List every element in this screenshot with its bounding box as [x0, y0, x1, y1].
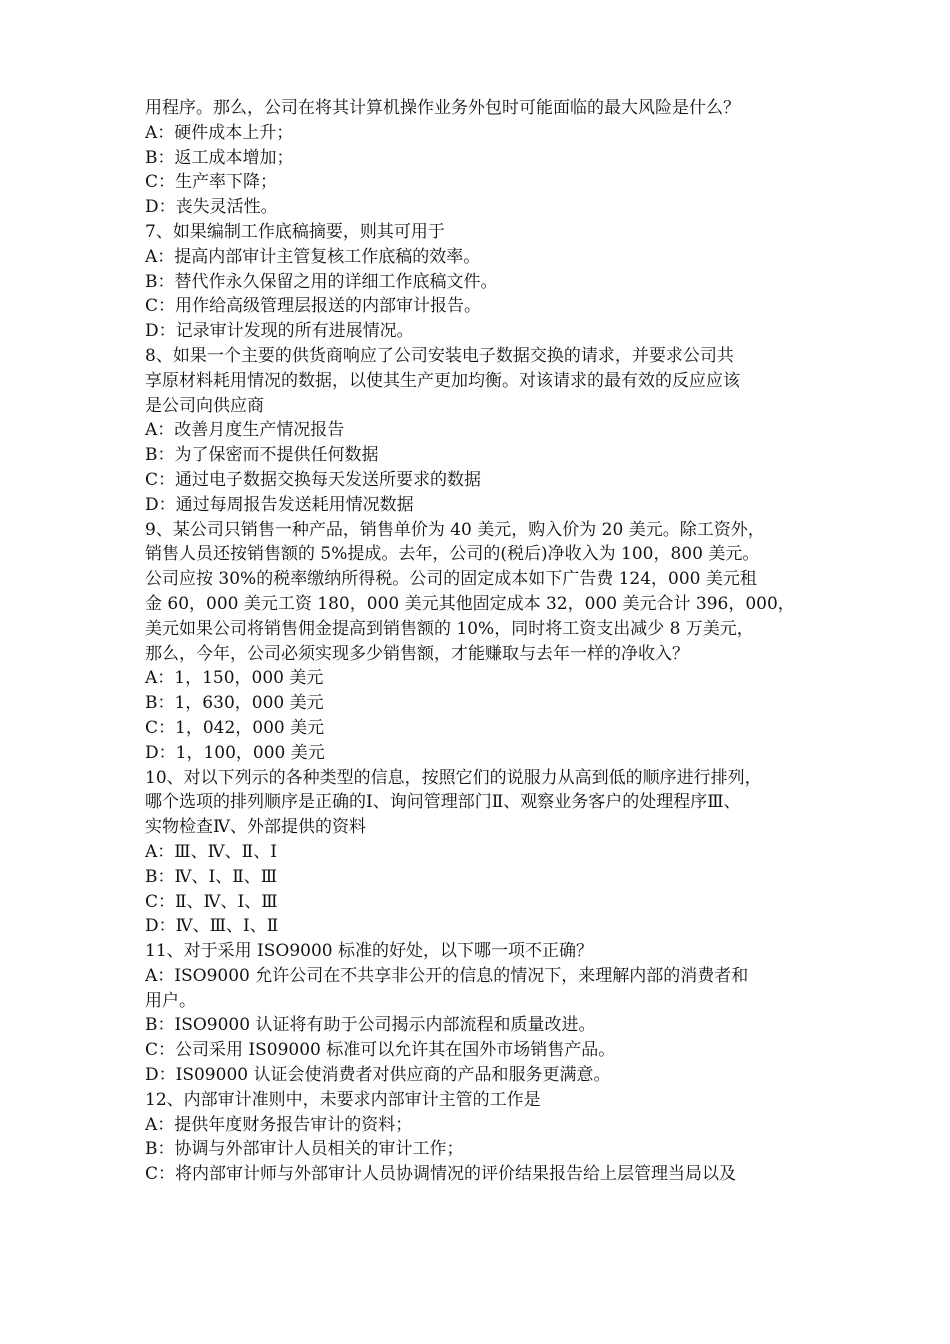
question-line: 那么，今年，公司必须实现多少销售额，才能赚取与去年一样的净收入？ — [145, 643, 689, 664]
option-line: B：1，630，000 美元 — [145, 693, 324, 714]
option-line: D：IS09000 认证会使消费者对供应商的产品和服务更满意。 — [145, 1065, 611, 1086]
question-line: 销售人员还按销售额的 5%提成。去年，公司的(税后)净收入为 100，800 美元。 — [145, 544, 760, 565]
question-line: 8、如果一个主要的供货商响应了公司安装电子数据交换的请求，并要求公司共 — [145, 345, 734, 366]
text-line: 用程序。那么，公司在将其计算机操作业务外包时可能面临的最大风险是什么？ — [145, 98, 740, 118]
option-line: B：返工成本增加； — [145, 147, 294, 168]
question-line: 公司应按 30%的税率缴纳所得税。公司的固定成本如下广告费 124，000 美元租 — [145, 569, 757, 590]
document-text-body — [145, 96, 810, 1187]
question-line: 哪个选项的排列顺序是正确的Ⅰ、询问管理部门Ⅱ、观察业务客户的处理程序Ⅲ、 — [145, 792, 741, 813]
option-line: A：ISO9000 允许公司在不共享非公开的信息的情况下，来理解内部的消费者和 — [145, 965, 749, 986]
question-line: 是公司向供应商 — [145, 395, 264, 416]
question-line: 享原材料耗用情况的数据，以使其生产更加均衡。对该请求的最有效的反应应该 — [145, 370, 740, 391]
option-line: B：Ⅳ、Ⅰ、Ⅱ、Ⅲ — [145, 866, 278, 887]
option-line: A：提供年度财务报告审计的资料； — [145, 1114, 413, 1135]
question-line: 金 60，000 美元工资 180，000 美元其他固定成本 32，000 美元合计 396，000， — [145, 593, 795, 614]
option-line: C：生产率下降； — [145, 172, 278, 193]
option-line: D：Ⅳ、Ⅲ、Ⅰ、Ⅱ — [145, 916, 279, 937]
option-line: C：1，042，000 美元 — [145, 717, 325, 738]
option-line: C：Ⅱ、Ⅳ、Ⅰ、Ⅲ — [145, 891, 278, 912]
option-line: A：改善月度生产情况报告 — [145, 420, 345, 441]
option-line: A：硬件成本上升； — [145, 122, 294, 143]
question-line: 12、内部审计准则中，未要求内部审计主管的工作是 — [145, 1089, 541, 1110]
question-line: 实物检查Ⅳ、外部提供的资料 — [145, 817, 366, 838]
question-line: 美元如果公司将销售佣金提高到销售额的 10%，同时将工资支出减少 8 万美元， — [145, 618, 754, 639]
option-line: C：将内部审计师与外部审计人员协调情况的评价结果报告给上层管理当局以及 — [145, 1164, 737, 1185]
option-line: D：通过每周报告发送耗用情况数据 — [145, 494, 414, 515]
question-line: 11、对于采用 ISO9000 标准的好处，以下哪一项不正确？ — [145, 941, 594, 962]
question-line: 9、某公司只销售一种产品，销售单价为 40 美元，购入价为 20 美元。除工资外， — [145, 519, 765, 540]
option-line: 用户。 — [145, 990, 196, 1011]
option-line: C：通过电子数据交换每天发送所要求的数据 — [145, 469, 482, 490]
option-line: D：1，100，000 美元 — [145, 742, 325, 763]
question-line: 10、对以下列示的各种类型的信息，按照它们的说服力从高到低的顺序进行排列， — [145, 767, 762, 788]
option-line: B：协调与外部审计人员相关的审计工作； — [145, 1139, 464, 1160]
option-line: D：丧失灵活性。 — [145, 197, 278, 218]
option-line: A：Ⅲ、Ⅳ、Ⅱ、Ⅰ — [145, 841, 277, 862]
option-line: B：为了保密而不提供任何数据 — [145, 445, 379, 466]
option-line: B：替代作永久保留之用的详细工作底稿文件。 — [145, 271, 498, 292]
question-line: 7、如果编制工作底稿摘要，则其可用于 — [145, 221, 445, 242]
option-line: B：ISO9000 认证将有助于公司揭示内部流程和质量改进。 — [145, 1015, 596, 1036]
option-line: A：提高内部审计主管复核工作底稿的效率。 — [145, 246, 481, 267]
option-line: D：记录审计发现的所有进展情况。 — [145, 321, 414, 342]
option-line: C：公司采用 IS09000 标准可以允许其在国外市场销售产品。 — [145, 1040, 616, 1061]
option-line: C：用作给高级管理层报送的内部审计报告。 — [145, 296, 482, 317]
option-line: A：1，150，000 美元 — [145, 668, 324, 689]
